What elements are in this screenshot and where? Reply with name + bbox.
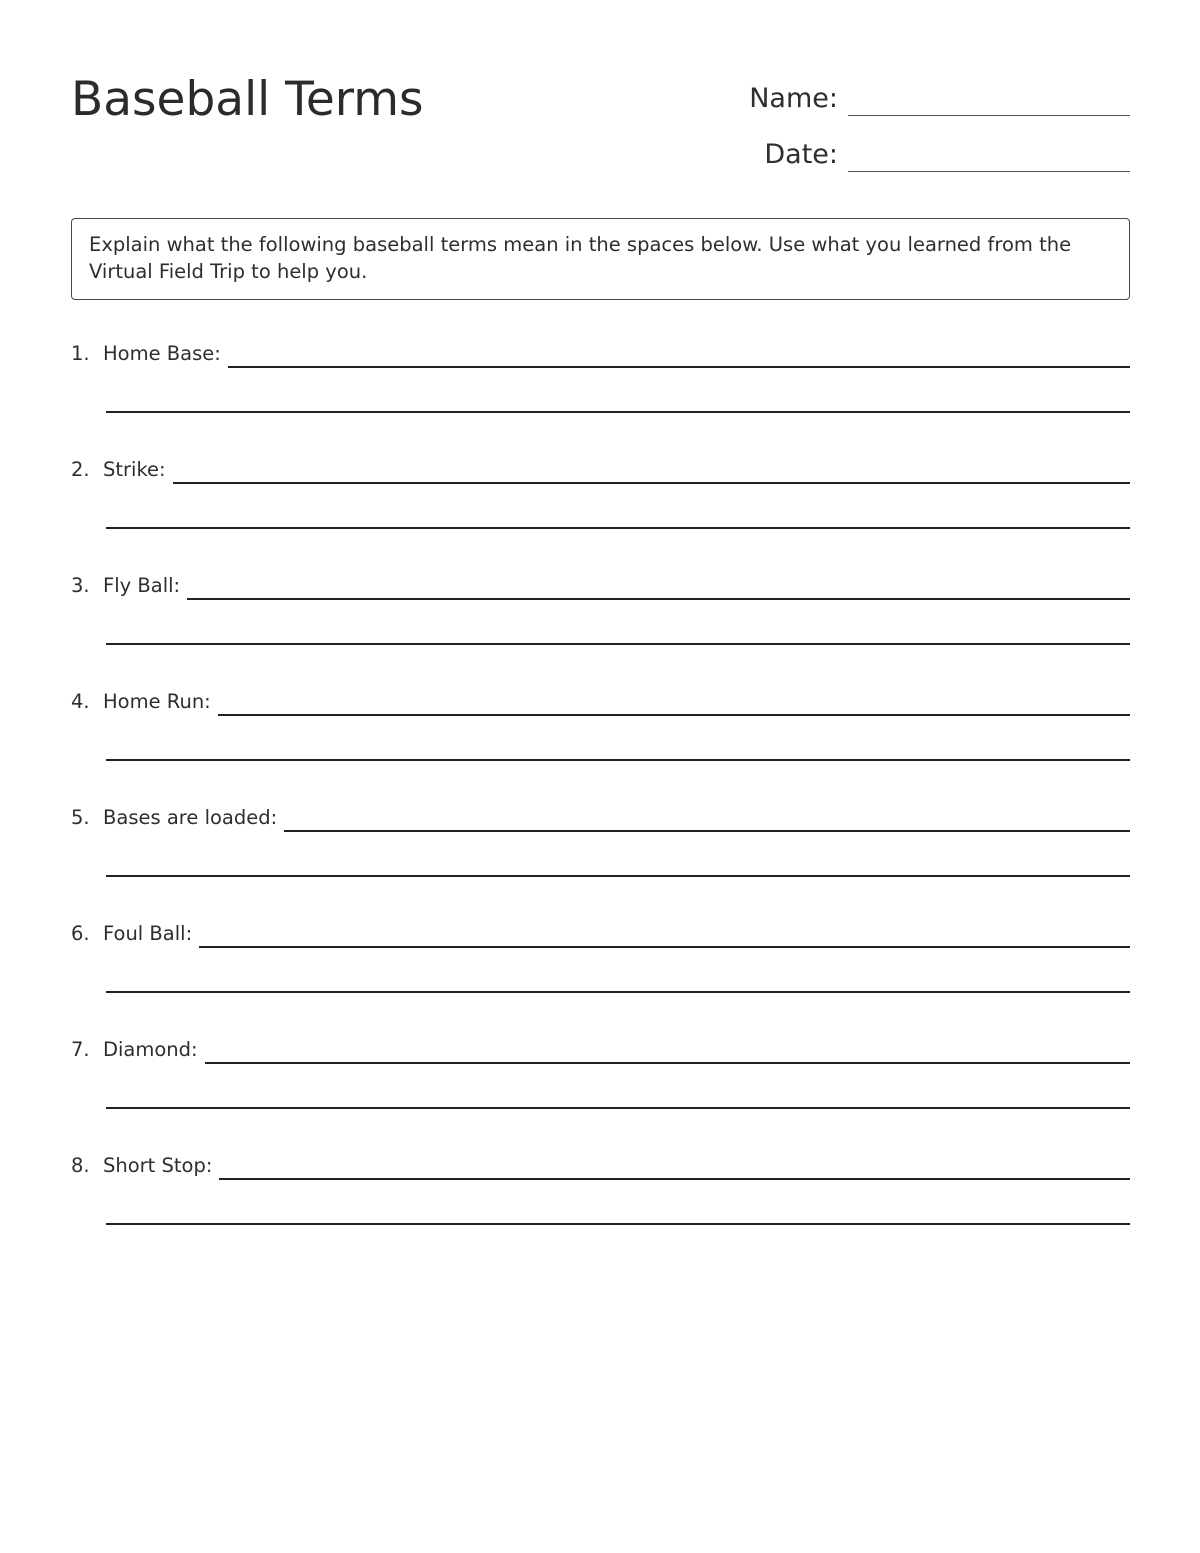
answer-line[interactable] (199, 946, 1130, 948)
item-number: 8. (71, 1154, 90, 1177)
list-item (71, 456, 1130, 572)
date-label: Date: (764, 139, 838, 170)
item-number: 6. (71, 922, 90, 945)
answer-line[interactable] (219, 1178, 1130, 1180)
date-field[interactable] (700, 132, 1130, 172)
answer-line[interactable] (173, 482, 1130, 484)
item-term: Home Run: (103, 690, 211, 713)
item-term: Fly Ball: (103, 574, 181, 597)
list-item (71, 572, 1130, 688)
name-label: Name: (749, 83, 838, 114)
item-term: Home Base: (103, 342, 221, 365)
answer-line[interactable] (106, 759, 1130, 761)
name-field[interactable] (700, 76, 1130, 116)
terms-list (71, 340, 1130, 1268)
answer-line[interactable] (106, 1223, 1130, 1225)
answer-line[interactable] (205, 1062, 1130, 1064)
list-item (71, 340, 1130, 456)
answer-line[interactable] (106, 875, 1130, 877)
item-number: 4. (71, 690, 90, 713)
answer-line[interactable] (106, 991, 1130, 993)
item-number: 1. (71, 342, 90, 365)
answer-line[interactable] (284, 830, 1130, 832)
answer-line[interactable] (106, 411, 1130, 413)
answer-line[interactable] (218, 714, 1130, 716)
name-blank-line[interactable] (848, 85, 1130, 116)
item-term: Short Stop: (103, 1154, 213, 1177)
item-term: Foul Ball: (103, 922, 193, 945)
instructions-box: Explain what the following baseball terms mean in the spaces below. Use what you learned from the Virtual Field Trip to help you. (71, 218, 1130, 300)
item-number: 3. (71, 574, 90, 597)
answer-line[interactable] (106, 643, 1130, 645)
date-blank-line[interactable] (848, 141, 1130, 172)
item-term: Strike: (103, 458, 166, 481)
list-item (71, 1152, 1130, 1268)
item-term: Diamond: (103, 1038, 198, 1061)
list-item (71, 688, 1130, 804)
item-number: 7. (71, 1038, 90, 1061)
list-item (71, 920, 1130, 1036)
answer-line[interactable] (106, 1107, 1130, 1109)
list-item (71, 1036, 1130, 1152)
item-number: 5. (71, 806, 90, 829)
answer-line[interactable] (187, 598, 1130, 600)
page-title: Baseball Terms (71, 72, 424, 127)
list-item (71, 804, 1130, 920)
item-number: 2. (71, 458, 90, 481)
item-term: Bases are loaded: (103, 806, 278, 829)
answer-line[interactable] (228, 366, 1130, 368)
answer-line[interactable] (106, 527, 1130, 529)
